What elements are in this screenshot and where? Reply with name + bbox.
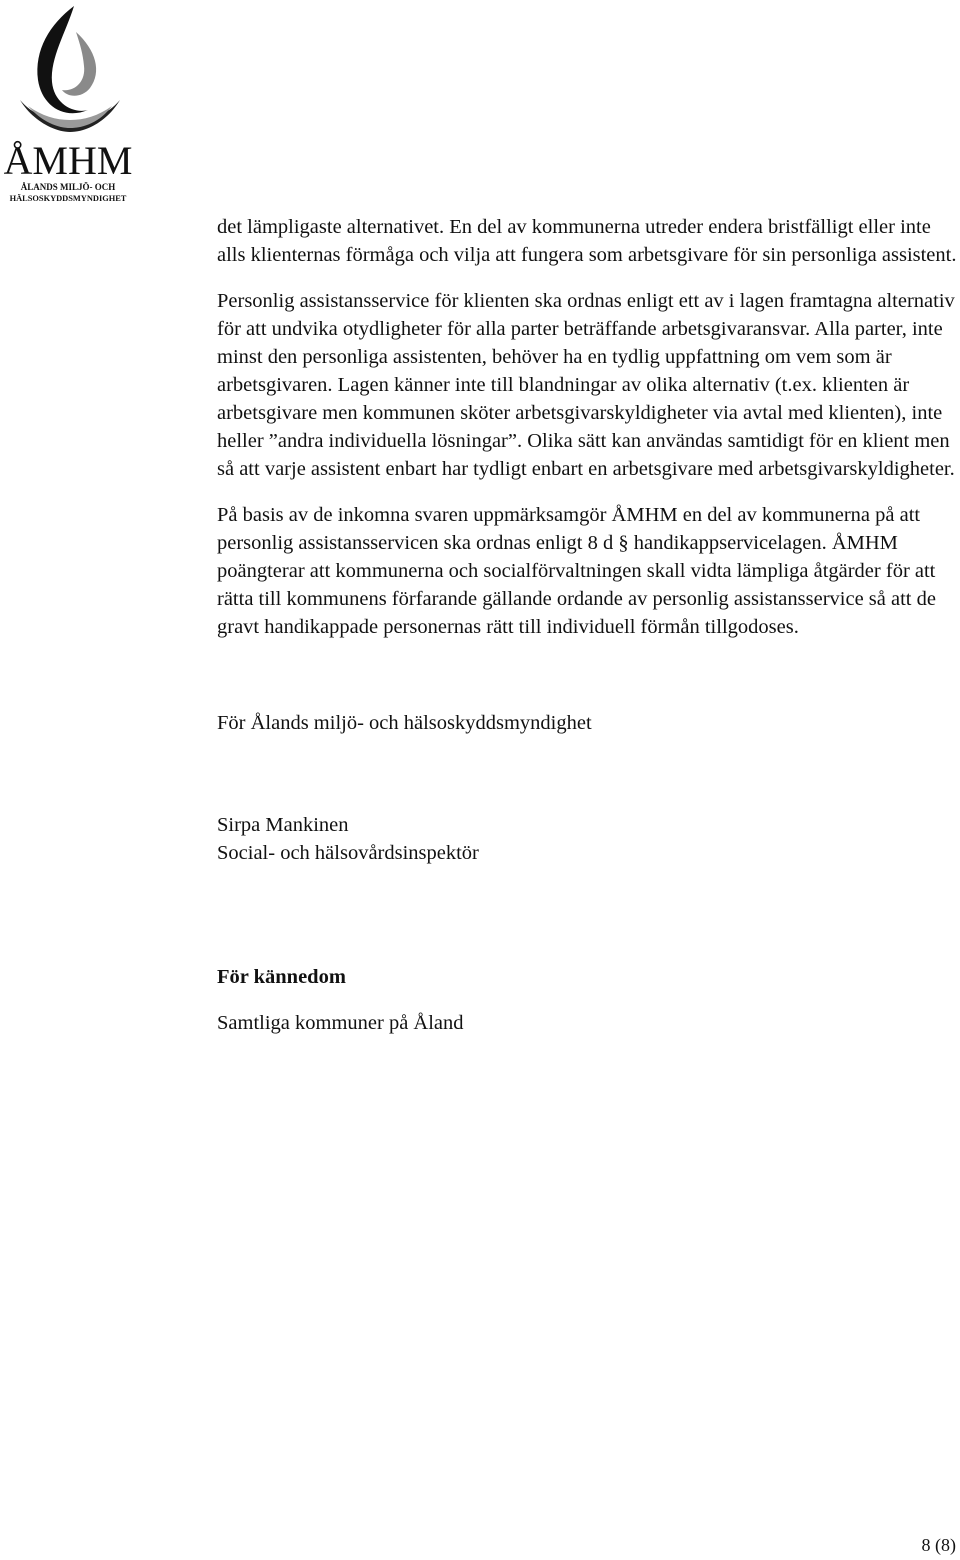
- paragraph-3: På basis av de inkomna svaren uppmärksamgör ÅMHM en del av kommunerna på att personlig assistansservicen ska ordnas enligt 8 d § handikappservicelagen. ÅMHM poängterar att kommunerna och socialförvaltningen skall vidta lämpliga åtgärder för att rätta till kommunens förfarande gällande ordande av personlig assistansservice så att de gravt handikappade personernas rätt till individuell förmån tillgodoses.: [217, 504, 936, 638]
- signature-block: [217, 811, 957, 867]
- logo-line-2: HÄLSOSKYDDSMYNDIGHET: [9, 194, 127, 203]
- signer-name: Sirpa Mankinen: [217, 814, 349, 836]
- signer-title: Social- och hälsovårdsinspektör: [217, 842, 479, 864]
- amhm-logo: [4, 2, 132, 204]
- letter-body: [217, 213, 957, 1037]
- logo-wordmark: ÅMHM: [4, 138, 132, 183]
- kannedom-recipients: Samtliga kommuner på Åland: [217, 1012, 464, 1034]
- page-number: 8 (8): [921, 1535, 956, 1555]
- paragraph-1: det lämpligaste alternativet. En del av kommunerna utreder endera bristfälligt eller inte alls klienternas förmåga och vilja att fungera som arbetsgivare för sin personliga assistent.: [217, 216, 957, 266]
- logo-line-1: ÅLANDS MILJÖ- OCH: [20, 182, 116, 192]
- paragraph-2: Personlig assistansservice för klienten ska ordnas enligt ett av i lagen framtagna alternativ för att undvika otydligheter för alla parter beträffande arbetsgivaransvar. Alla parter, inte minst den personliga assistenten, behöver ha en tydlig uppfattning om vem som är arbetsgivaren. Lagen känner inte till blandningar av olika alternativ (t.ex. klienten är arbetsgivare men kommunen sköter arbetsgivarskyldigheter via avtal med klienten), inte heller ”andra individuella lösningar”. Olika sätt kan användas samtidigt för en klient men så att varje assistent enbart har tydligt enbart en arbetsgivare med arbetsgivarskyldigheter.: [217, 290, 955, 480]
- closing-line: För Ålands miljö- och hälsoskyddsmyndighet: [217, 712, 592, 734]
- kannedom-heading: För kännedom: [217, 966, 346, 988]
- flame-drop-icon: [4, 2, 132, 204]
